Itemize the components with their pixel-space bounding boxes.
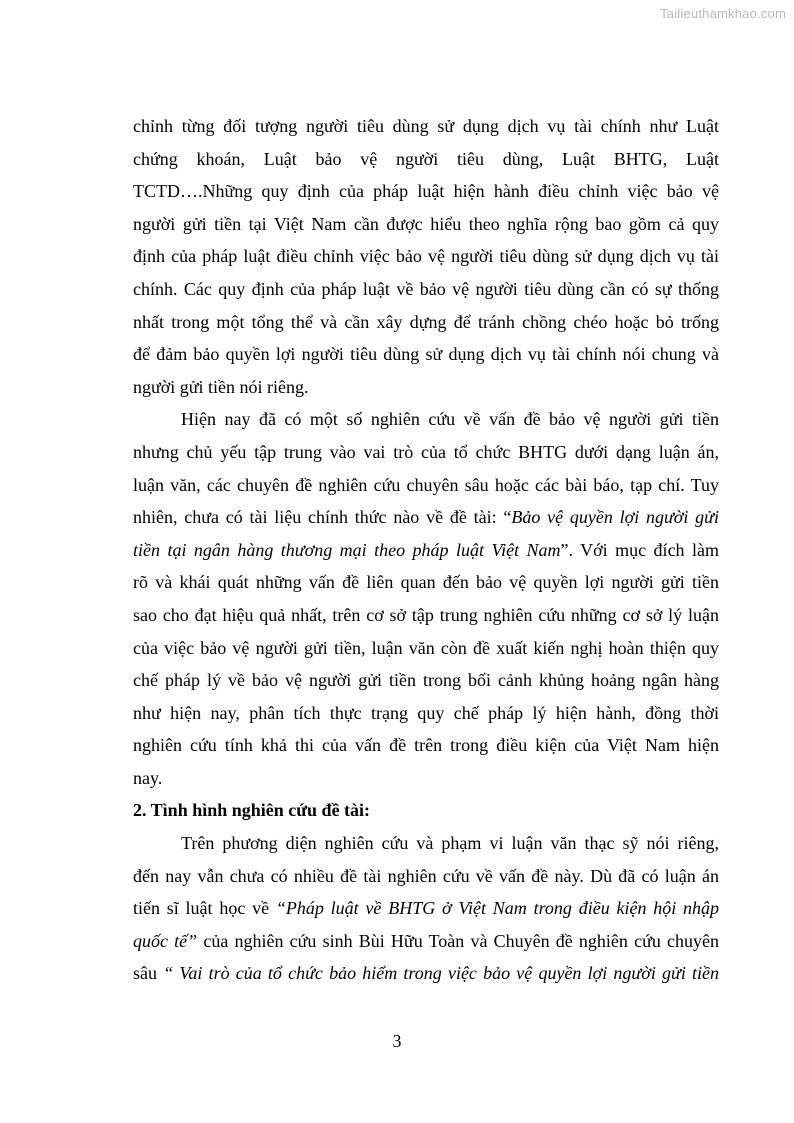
text-line: chính. Các quy định của pháp luật về bảo vệ người tiêu dùng cần có sự thống	[133, 278, 719, 299]
text-span: tiến sĩ luật học về	[133, 898, 276, 919]
text-line: đến nay vẫn chưa có nhiều đề tài nghiên cứu về vấn đề này. Dù đã có luận án	[133, 865, 719, 886]
text-line: chế pháp lý về bảo vệ người gửi tiền trong bối cảnh khủng hoảng ngân hàng	[133, 670, 719, 691]
text-line: của việc bảo vệ người gửi tiền, luận văn còn đề xuất kiến nghị hoàn thiện quy	[133, 637, 719, 658]
text-line: người gửi tiền tại Việt Nam cần được hiểu theo nghĩa rộng bao gồm cả quy	[133, 213, 719, 234]
text-span: nhiên, chưa có tài liệu chính thức nào về đề tài: “	[133, 507, 512, 528]
text-line: như hiện nay, phân tích thực trạng quy chế pháp lý hiện hành, đồng thời	[133, 702, 719, 723]
page-number: 3	[392, 1031, 402, 1051]
italic-title: Bảo vệ quyền lợi người gửi	[511, 507, 719, 528]
text-span: sâu	[133, 963, 164, 984]
section-heading: 2. Tình hình nghiên cứu đề tài:	[133, 800, 371, 821]
text-line: chỉnh từng đối tượng người tiêu dùng sử dụng dịch vụ tài chính như Luật	[133, 116, 719, 136]
paragraph-2	[133, 403, 719, 794]
text-line: định của pháp luật điều chỉnh việc bảo vệ người tiêu dùng sử dụng dịch vụ tài	[133, 246, 719, 267]
paragraph-3	[133, 827, 719, 990]
text-line: luận văn, các chuyên đề nghiên cứu chuyên sâu hoặc các bài báo, tạp chí. Tuy	[133, 474, 719, 495]
text-span: ”. Với mục đích làm	[560, 539, 719, 560]
text-line: sao cho đạt hiệu quả nhất, trên cơ sở tập trung nghiên cứu những cơ sở lý luận	[133, 604, 719, 625]
watermark-text: Tailieuthamkhao.com	[660, 6, 786, 21]
text-line: Hiện nay đã có một số nghiên cứu về vấn đề bảo vệ người gửi tiền	[181, 409, 719, 430]
text-line	[133, 957, 719, 990]
text-line: chứng khoán, Luật bảo vệ người tiêu dùng, Luật BHTG, Luật	[133, 148, 719, 169]
italic-title: “ Vai trò của tổ chức bảo hiểm trong việc bảo vệ quyền lợi người gửi tiền	[163, 963, 719, 984]
text-line: nghiên cứu tính khả thi của vấn đề trên trong điều kiện của Việt Nam hiện	[133, 735, 719, 756]
text-line	[133, 501, 719, 534]
text-line: để đảm bảo quyền lợi người tiêu dùng sử dụng dịch vụ tài chính nói chung và	[133, 344, 719, 365]
paragraph-1	[133, 110, 719, 403]
italic-title: quốc tế”	[133, 930, 198, 951]
text-line: rõ và khái quát những vấn đề liên quan đến bảo vệ quyền lợi người gửi tiền	[133, 572, 719, 593]
text-line: TCTD….Những quy định của pháp luật hiện hành điều chỉnh việc bảo vệ	[133, 181, 719, 202]
text-span: của nghiên cứu sinh Bùi Hữu Toàn và Chuyên đề nghiên cứu chuyên	[197, 930, 719, 951]
text-line: nhất trong một tổng thể và cần xây dựng để tránh chồng chéo hoặc bỏ trống	[133, 311, 719, 332]
italic-title: “Pháp luật về BHTG ở Việt Nam trong điều kiện hội nhập	[275, 898, 720, 919]
text-line: người gửi tiền nói riêng.	[133, 376, 309, 397]
italic-title: tiền tại ngân hàng thương mại theo pháp luật Việt Nam	[133, 539, 561, 560]
document-body	[133, 110, 719, 990]
text-line: nay.	[133, 767, 163, 788]
text-line	[133, 925, 719, 958]
text-line: Trên phương diện nghiên cứu và phạm vi luận văn thạc sỹ nói riêng,	[181, 833, 719, 854]
text-line	[133, 534, 719, 567]
text-line	[133, 892, 719, 925]
text-line: nhưng chủ yếu tập trung vào vai trò của tổ chức BHTG dưới dạng luận án,	[133, 441, 719, 462]
